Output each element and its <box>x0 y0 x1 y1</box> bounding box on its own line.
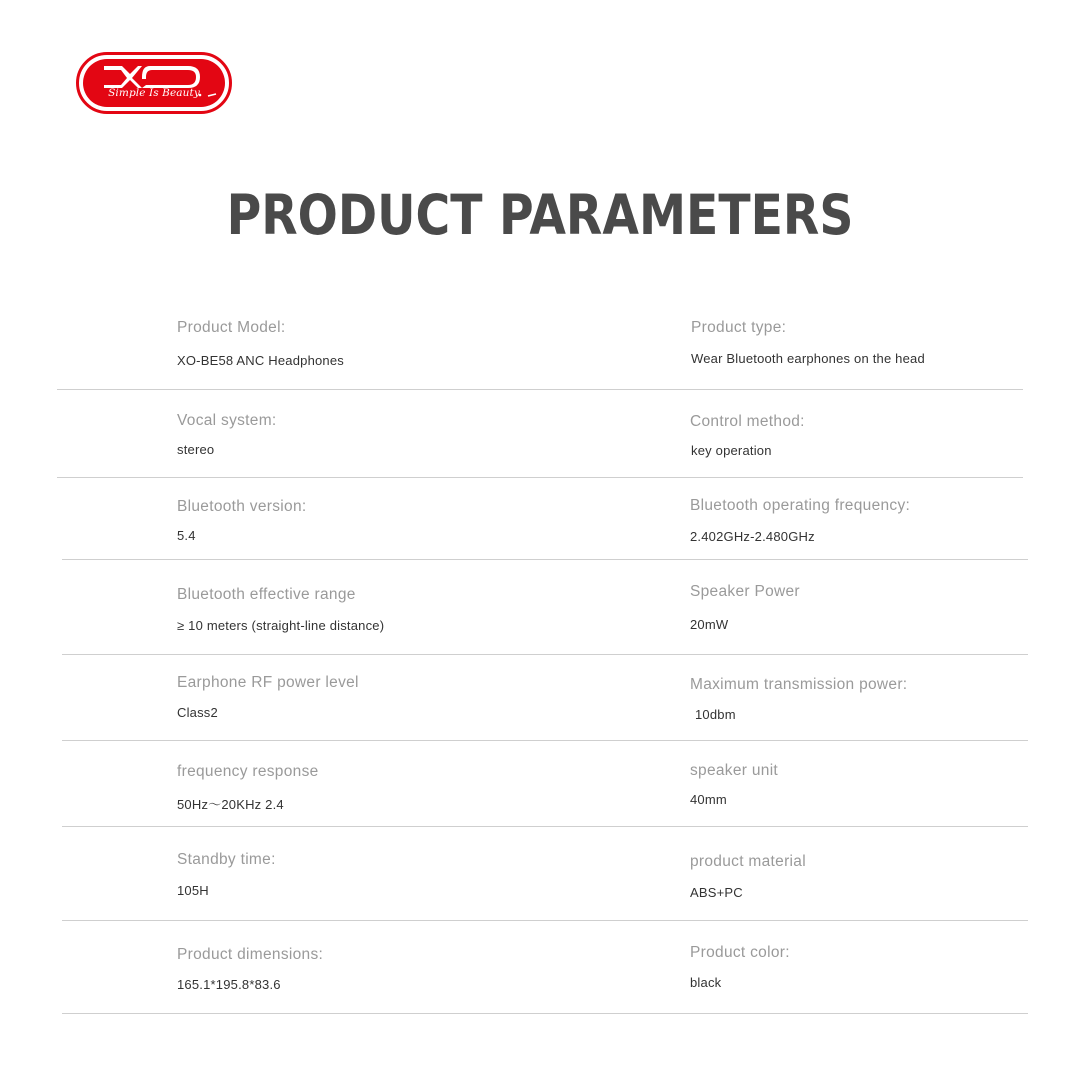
param-label-control-method: Control method: <box>690 413 805 430</box>
param-label-standby-time: Standby time: <box>177 851 276 868</box>
row-divider <box>62 920 1028 921</box>
row-divider <box>62 1013 1028 1014</box>
param-value-vocal-system: stereo <box>177 442 215 457</box>
param-label-speaker-unit: speaker unit <box>690 762 779 779</box>
param-label-rf-power-level: Earphone RF power level <box>177 674 359 691</box>
param-label-product-material: product material <box>690 853 806 870</box>
param-value-control-method: key operation <box>691 443 772 458</box>
param-value-product-material: ABS+PC <box>690 885 743 900</box>
param-label-speaker-power: Speaker Power <box>690 583 800 600</box>
param-label-product-model: Product Model: <box>177 319 286 336</box>
param-value-rf-power-level: Class2 <box>177 705 218 720</box>
row-divider <box>62 826 1028 827</box>
row-divider <box>62 740 1028 741</box>
param-value-speaker-unit: 40mm <box>690 792 727 807</box>
param-label-max-transmission-power: Maximum transmission power: <box>690 676 908 693</box>
param-value-product-color: black <box>690 975 722 990</box>
row-divider <box>62 654 1028 655</box>
param-value-bluetooth-frequency: 2.402GHz-2.480GHz <box>690 529 815 544</box>
param-label-bluetooth-version: Bluetooth version: <box>177 498 307 515</box>
param-value-bluetooth-range: ≥ 10 meters (straight-line distance) <box>177 618 385 633</box>
param-value-product-dimensions: 165.1*195.8*83.6 <box>177 977 281 992</box>
param-value-speaker-power: 20mW <box>690 617 729 632</box>
param-label-vocal-system: Vocal system: <box>177 412 277 429</box>
param-value-bluetooth-version: 5.4 <box>177 528 196 543</box>
param-value-frequency-response: 50Hz～20KHz 2.4 <box>177 797 284 812</box>
param-value-product-type: Wear Bluetooth earphones on the head <box>691 351 925 366</box>
row-divider <box>57 389 1023 390</box>
param-value-standby-time: 105H <box>177 883 209 898</box>
row-divider <box>57 477 1023 478</box>
param-label-product-dimensions: Product dimensions: <box>177 946 324 963</box>
param-label-frequency-response: frequency response <box>177 763 319 780</box>
param-label-bluetooth-frequency: Bluetooth operating frequency: <box>690 497 911 514</box>
param-label-product-color: Product color: <box>690 944 790 961</box>
param-value-product-model: XO-BE58 ANC Headphones <box>177 353 344 368</box>
param-label-product-type: Product type: <box>691 319 787 336</box>
param-label-bluetooth-range: Bluetooth effective range <box>177 586 356 603</box>
param-value-max-transmission-power: 10dbm <box>695 707 736 722</box>
page-title: PRODUCT PARAMETERS <box>226 183 854 247</box>
brand-tagline: Simple Is Beauty <box>108 87 200 99</box>
row-divider <box>62 559 1028 560</box>
